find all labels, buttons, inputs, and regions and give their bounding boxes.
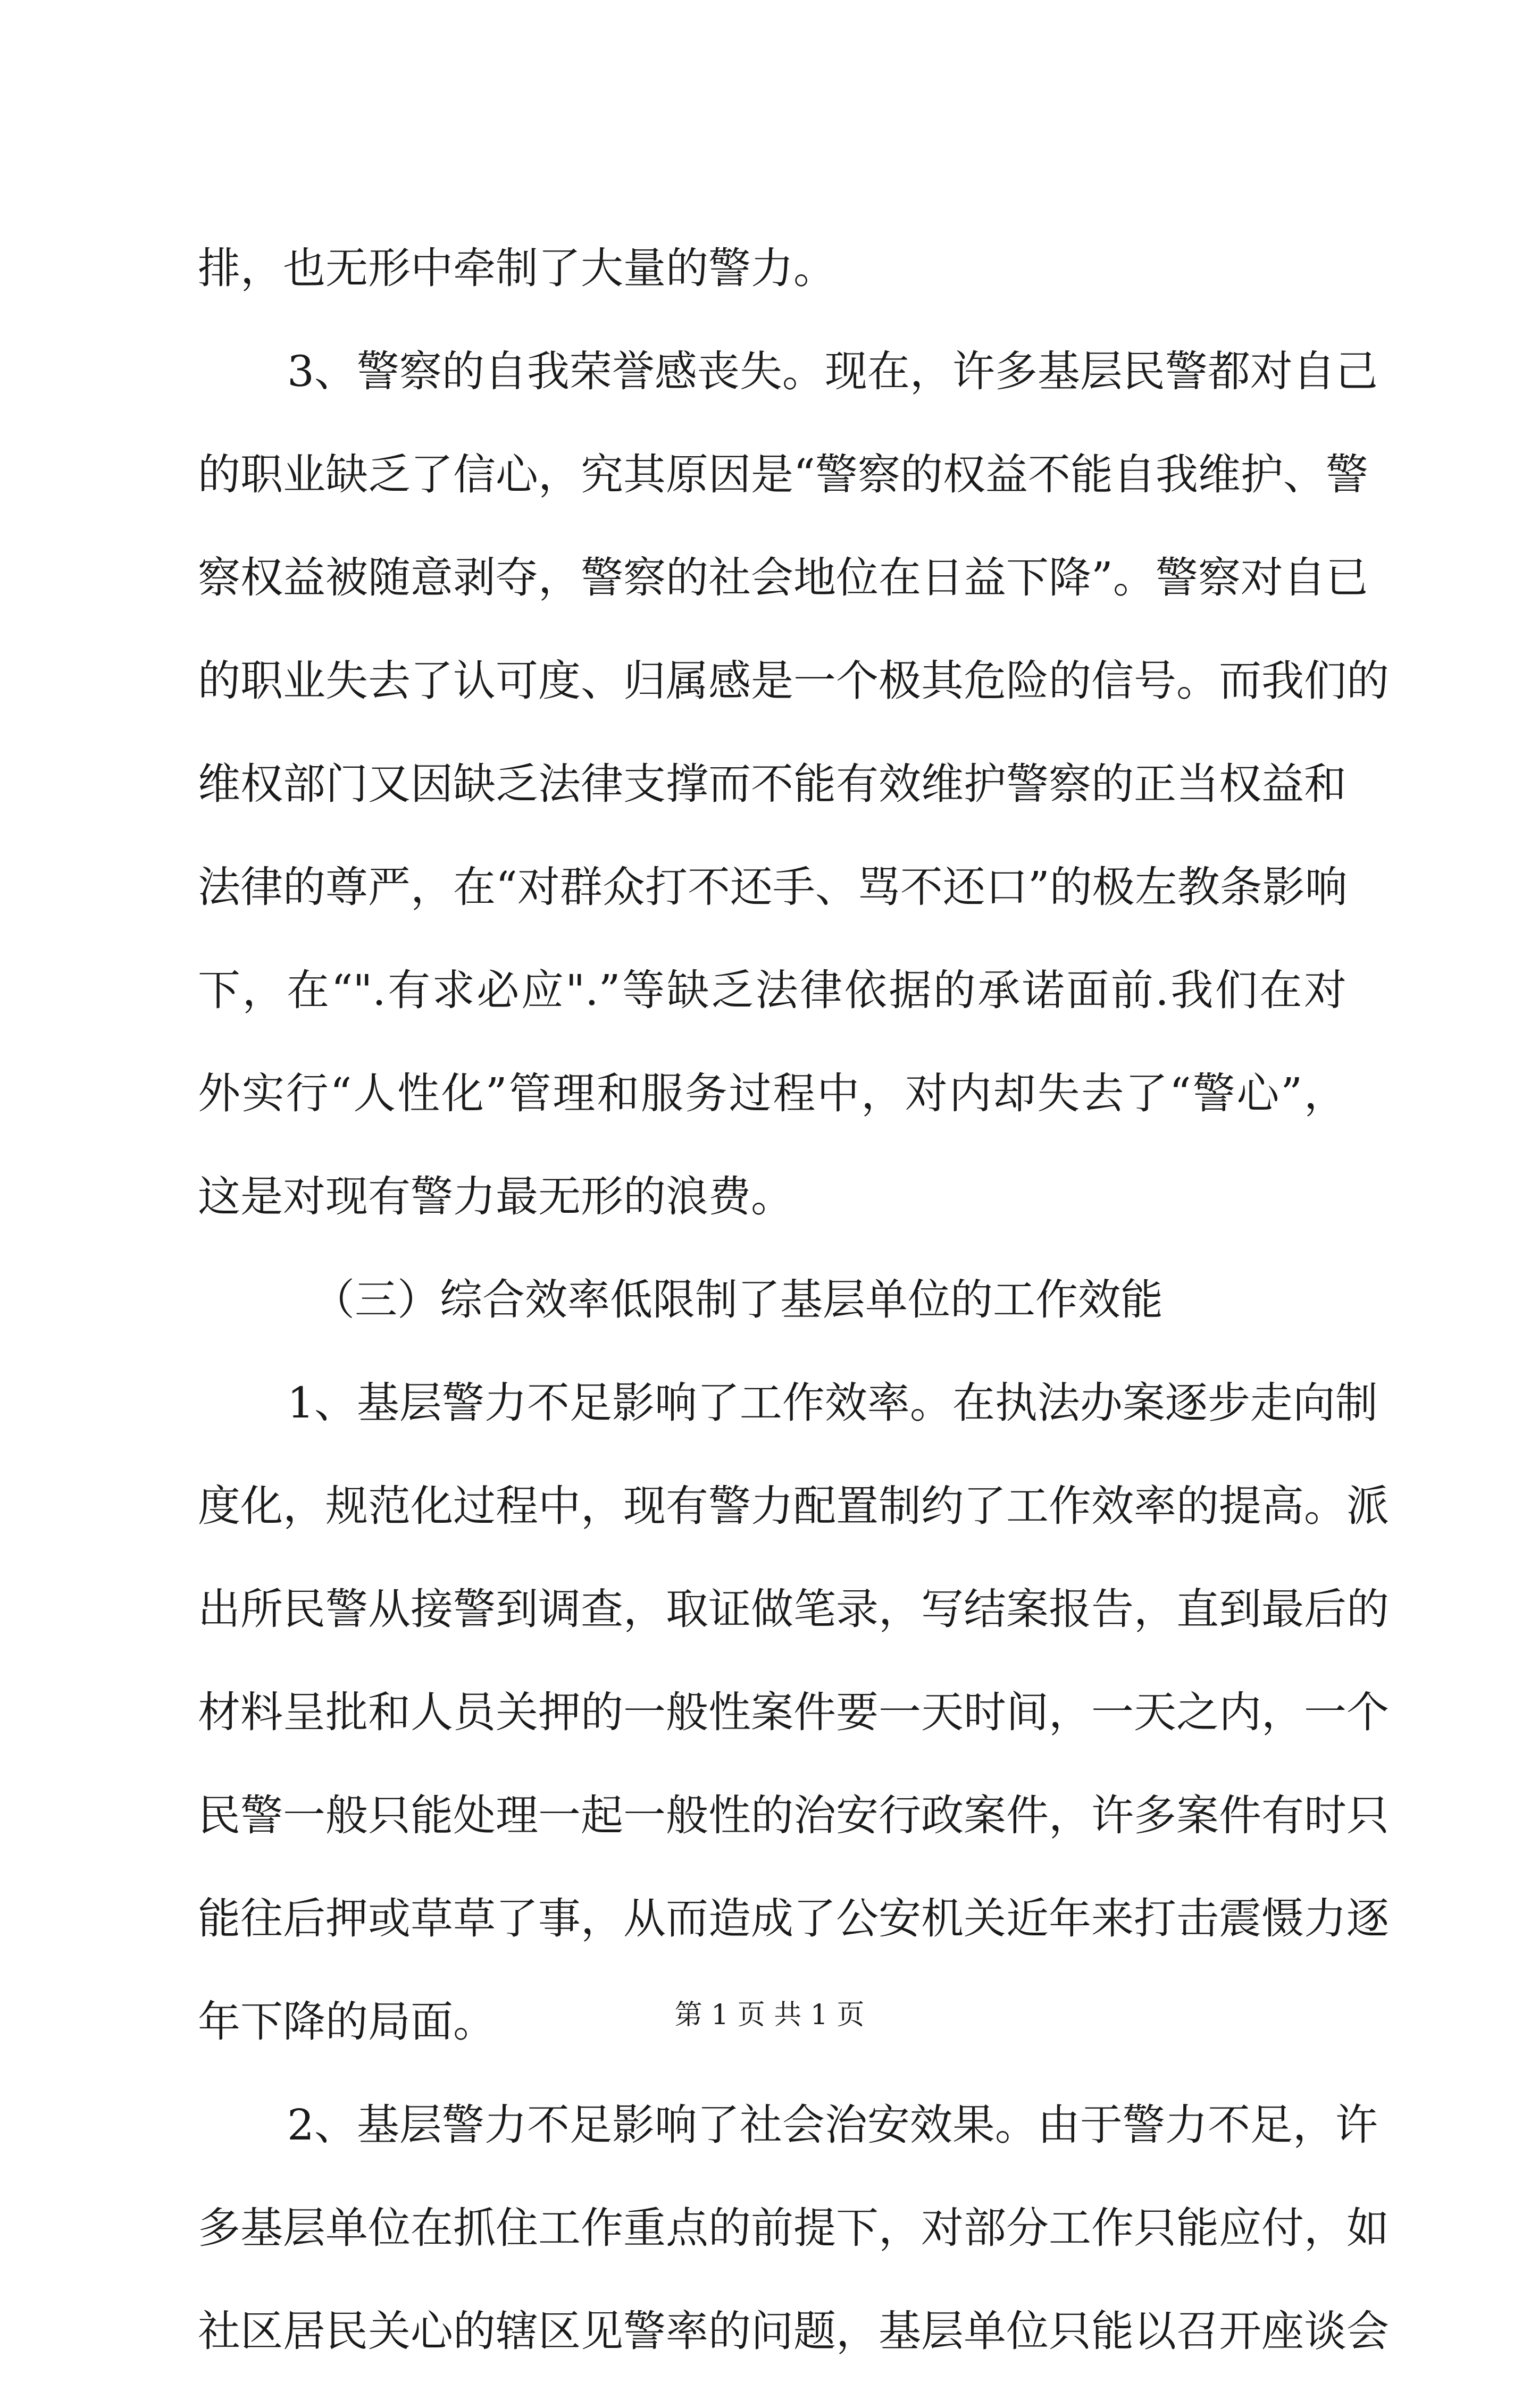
page-number-footer: 第 1 页 共 1 页 [674, 1999, 865, 2031]
text-line: 这是对现有警力最无形的浪费。 [198, 1172, 793, 1221]
text-line: 材料呈批和人员关押的一般性案件要一天时间，一天之内，一个 [198, 1688, 1389, 1737]
document-body [198, 242, 1389, 2408]
text-line: 排，也无形中牵制了大量的警力。 [198, 244, 836, 293]
text-line: 的职业失去了认可度、归属感是一个极其危险的信号。而我们的 [198, 656, 1389, 706]
text-line: 年下降的局面。 [198, 1997, 496, 2046]
text-line: 法律的尊严，在“对群众打不还手、骂不还口”的极左教条影响 [198, 862, 1348, 912]
text-line: 度化，规范化过程中，现有警力配置制约了工作效率的提高。派 [198, 1481, 1389, 1531]
text-line: 出所民警从接警到调查，取证做笔录，写结案报告，直到最后的 [198, 1584, 1389, 1634]
text-line: 2、基层警力不足影响了社会治安效果。由于警力不足，许 [287, 2100, 1378, 2150]
text-line: 外实行“人性化”管理和服务过程中，对内却失去了“警心”， [198, 1069, 1346, 1118]
text-line: 3、警察的自我荣誉感丧失。现在，许多基层民警都对自己 [287, 347, 1378, 396]
text-line: 的职业缺乏了信心，究其原因是“警察的权益不能自我维护、警 [198, 450, 1368, 499]
text-line: 1、基层警力不足影响了工作效率。在执法办案逐步走向制 [287, 1378, 1378, 1428]
text-line: 多基层单位在抓住工作重点的前提下，对部分工作只能应付，如 [198, 2203, 1389, 2253]
text-line: 能往后押或草草了事，从而造成了公安机关近年来打击震慑力逐 [198, 1894, 1389, 1943]
text-line: 察权益被随意剥夺，警察的社会地位在日益下降”。警察对自已 [198, 553, 1368, 602]
text-line: 下，在“".有求必应".”等缺乏法律依据的承诺面前.我们在对 [198, 966, 1346, 1015]
text-line: 社区居民关心的辖区见警率的问题，基层单位只能以召开座谈会 [198, 2306, 1389, 2356]
text-line: 民警一般只能处理一起一般性的治安行政案件，许多案件有时只 [198, 1791, 1389, 1840]
text-line: 维权部门又因缺乏法律支撑而不能有效维护警察的正当权益和 [198, 759, 1346, 809]
section-heading: （三）综合效率低限制了基层单位的工作效能 [312, 1275, 1163, 1324]
